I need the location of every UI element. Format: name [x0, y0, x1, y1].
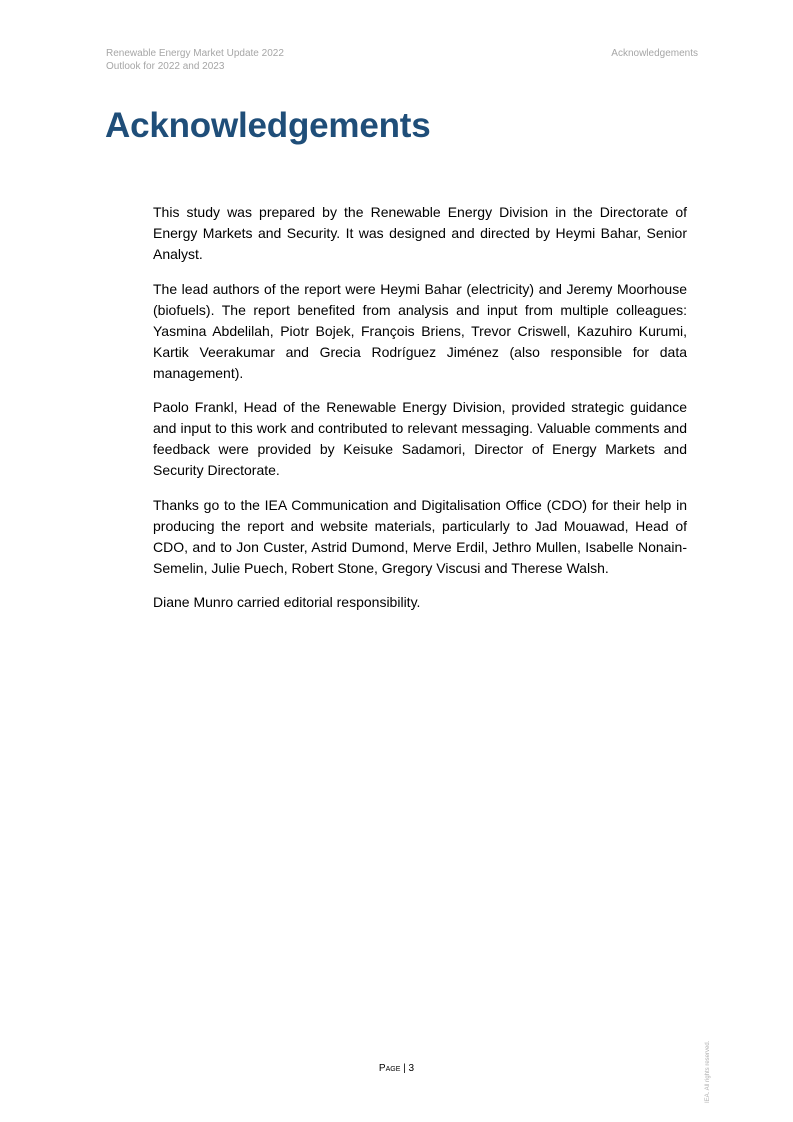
rights-note: IEA. All rights reserved.	[705, 1040, 711, 1103]
page-label: Page	[378, 1063, 401, 1074]
page-number: 3	[408, 1063, 415, 1074]
paragraph-communication-office: Thanks go to the IEA Communication and Digitalisation Office (CDO) for their help in producing the report and website materials, particularly to Jad Mouawad, Head of CDO, and to Jon Custer, Astrid Dumond, Merve Erdil, Jethro Mullen, Isabelle Nonain-Semelin, Julie Puech, Robert Stone, Gregory Viscusi and Therese Walsh.	[153, 496, 687, 576]
report-title: Renewable Energy Market Update 2022	[106, 48, 284, 59]
paragraph-lead-authors: The lead authors of the report were Heymi Bahar (electricity) and Jeremy Moorhouse (biofuels). The report benefited from analysis and input from multiple colleagues: Yasmina Abdelilah, Piotr Bojek, François Briens, Trevor Criswell, Kazuhiro Kurumi, Kartik Veerakumar and Grecia Rodríguez Jiménez (also responsible for data management).	[153, 280, 687, 381]
paragraph-guidance: Paolo Frankl, Head of the Renewable Energy Division, provided strategic guidance and input to this work and contributed to relevant messaging. Valuable comments and feedback were provided by Keisuke Sadamori, Director of Energy Markets and Security Directorate.	[153, 399, 687, 478]
page-separator: |	[400, 1063, 409, 1074]
paragraph-editorial: Diane Munro carried editorial responsibility.	[153, 594, 421, 610]
page-title: Acknowledgements	[105, 106, 431, 145]
paragraph-study-preparation: This study was prepared by the Renewable Energy Division in the Directorate of Energy Markets and Security. It was designed and directed by Heymi Bahar, Senior Analyst.	[153, 204, 687, 262]
running-header-report	[106, 47, 284, 73]
page-footer	[0, 1062, 793, 1075]
report-subtitle: Outlook for 2022 and 2023	[106, 61, 225, 72]
acknowledgements-body	[153, 202, 687, 627]
running-header-section: Acknowledgements	[611, 48, 698, 59]
